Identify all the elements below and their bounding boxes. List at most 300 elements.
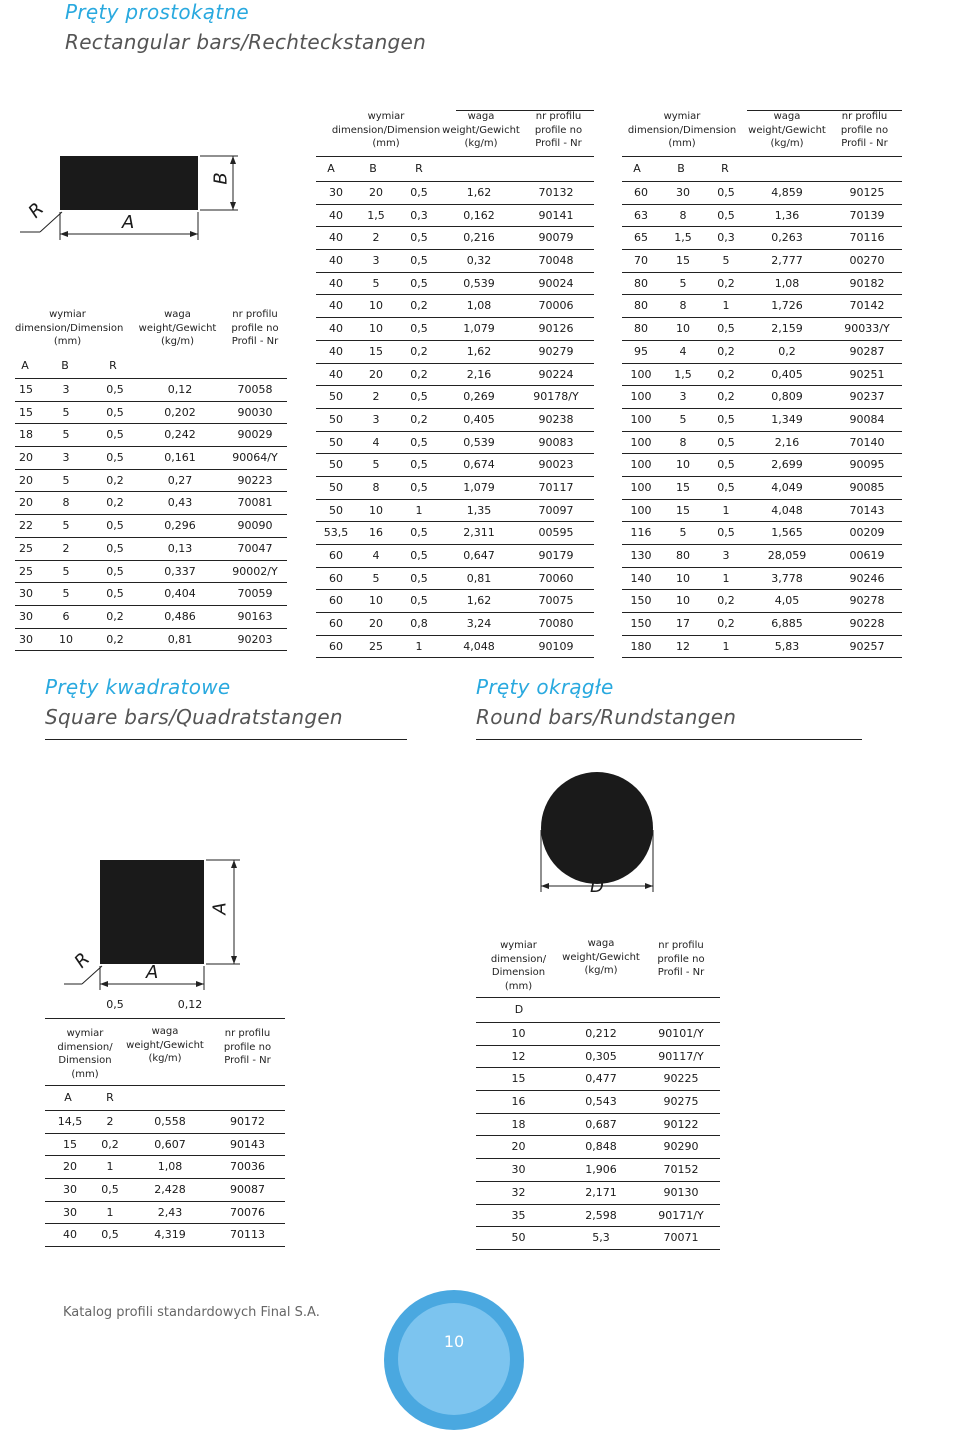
table-row [316,431,594,454]
rect-table-2 [316,110,594,658]
weight-header: waga weight/Gewicht (kg/m) [748,111,826,149]
table-cell: 3,24 [466,617,492,631]
table-cell: 90083 [538,435,574,449]
table-cell: 100 [630,480,652,494]
round-bar-drawing [470,760,690,930]
table-row [316,294,594,317]
table-row [622,499,902,522]
rect-table-1 [15,308,287,651]
table-cell: 60 [329,571,343,585]
table-cell: 90224 [538,367,574,381]
table-cell: 0,539 [463,276,495,290]
rect-table-3 [622,110,902,658]
table-row [316,408,594,431]
table-row [476,1226,720,1249]
catalog-footer: Katalog profili standardowych Final S.A. [63,1305,320,1320]
table-cell: 0,5 [106,564,124,578]
table-cell: 20 [63,1160,77,1174]
table-cell: 0,674 [463,458,495,472]
table-cell: 4,049 [771,480,803,494]
table-cell: 90122 [663,1117,699,1131]
table-cell: 0,2 [410,299,428,313]
table-cell: 30 [19,587,33,601]
table-cell: 0,5 [410,254,428,268]
table-cell: 15 [19,405,33,419]
table-row [15,491,287,514]
table-row [316,204,594,227]
table-cell: 90002/Y [232,564,278,578]
table-cell: 30 [63,1205,77,1219]
table-cell: 0,2 [717,367,735,381]
rect-b-label: B [210,172,232,185]
profile-header: nr profilu profile no Profil - Nr [231,309,279,347]
table-row [316,567,594,590]
table-cell: 0,5 [717,526,735,540]
table-cell: 15 [19,383,33,396]
table-cell: 17 [676,617,690,631]
table-row [622,612,902,635]
table-cell: 1 [106,1205,114,1219]
table-cell: 4,319 [154,1228,186,1242]
table-cell: 25 [369,639,383,653]
col-letter-r: R [109,359,117,372]
table-cell: 63 [634,208,648,222]
table-row [316,317,594,340]
square-title-pl: Pręty kwadratowe [45,675,231,699]
table-cell: 150 [630,594,652,608]
table-cell: 1,5 [674,231,692,245]
table-cell: 70076 [230,1205,265,1219]
col-letter-r: R [106,1091,114,1104]
table-row [622,567,902,590]
table-cell: 8 [679,435,687,449]
table-row [622,476,902,499]
table-cell: 5 [372,571,380,585]
table-cell: 90101/Y [658,1027,704,1040]
table-cell: 2 [62,541,70,555]
table-cell: 00270 [849,254,885,268]
square-pre-weight: 0,12 [177,998,203,1011]
square-table [45,1018,285,1247]
table-row [15,378,287,401]
dimension-header: wymiar dimension/Dimension (mm) [627,111,737,149]
table-cell: 30 [63,1183,77,1197]
table-row [622,272,902,295]
table-cell: 4 [372,435,380,449]
table-row [622,453,902,476]
table-row [622,294,902,317]
table-cell: 0,5 [106,383,124,396]
table-cell: 0,5 [410,458,428,472]
table-cell: 1 [722,503,730,517]
table-cell: 4 [679,344,687,358]
table-cell: 0,8 [410,617,428,631]
table-row [15,628,287,651]
table-cell: 0,3 [410,208,428,222]
table-cell: 0,296 [164,519,196,533]
table-cell: 1,906 [585,1163,617,1177]
table-cell: 0,5 [106,519,124,533]
table-cell: 16 [511,1095,526,1109]
table-cell: 70116 [849,231,885,245]
dimension-header: wymiar dimension/ Dimension (mm) [57,1028,113,1080]
table-cell: 3 [722,549,730,562]
table-cell: 0,5 [410,549,428,562]
table-cell: 80 [634,322,648,336]
table-row [316,226,594,249]
table-cell: 90143 [230,1137,265,1151]
table-cell: 0,2 [778,344,796,358]
table-cell: 53,5 [323,526,349,540]
table-cell: 30 [329,186,343,199]
table-cell: 50 [511,1231,526,1245]
table-row [622,589,902,612]
table-cell: 1 [722,639,730,653]
table-cell: 5 [62,405,70,419]
table-cell: 0,2 [717,594,735,608]
round-title-pl: Pręty okrągłe [476,675,614,699]
table-cell: 0,2 [106,496,124,510]
table-cell: 0,2 [106,632,124,646]
square-title-rule [45,739,407,740]
table-cell: 3 [62,451,70,465]
table-cell: 10 [676,594,690,608]
table-cell: 20 [511,1140,526,1154]
table-cell: 0,337 [164,564,196,578]
rect-title-en: Rectangular bars/Rechteckstangen [65,30,427,54]
table-cell: 5 [679,412,687,426]
table-cell: 1 [722,571,730,585]
table-cell: 50 [329,480,343,494]
table-cell: 0,5 [410,276,428,290]
col-letter-r: R [415,162,423,175]
table-cell: 0,32 [466,254,492,268]
table-cell: 0,2 [410,367,428,381]
table-cell: 40 [329,254,343,268]
table-cell: 90023 [538,458,574,472]
table-cell: 1,565 [771,526,803,540]
table-cell: 90024 [538,276,574,290]
table-cell: 0,405 [463,412,495,426]
table-cell: 3 [372,412,380,426]
table-cell: 0,2 [717,276,735,290]
table-cell: 25 [19,564,33,578]
table-row [45,1110,285,1133]
table-cell: 60 [329,639,343,653]
table-cell: 70143 [849,503,885,517]
col-letter-d: D [514,1003,524,1016]
table-row [45,1223,285,1246]
table-row [316,363,594,386]
table-cell: 0,5 [410,594,428,608]
table-cell: 0,5 [717,480,735,494]
table-cell: 5,3 [592,1231,610,1245]
table-cell: 8 [679,208,687,222]
table-cell: 90178/Y [533,390,579,404]
table-row [622,521,902,544]
table-cell: 140 [630,571,652,585]
table-cell: 0,687 [585,1117,617,1131]
table-cell: 0,161 [164,451,196,465]
table-cell: 50 [329,458,343,472]
profile-header: nr profilu profile no Profil - Nr [657,940,705,978]
table-row [316,612,594,635]
table-cell: 0,5 [410,571,428,585]
table-cell: 0,81 [167,632,193,646]
table-cell: 1,349 [771,412,803,426]
table-cell: 70117 [538,480,574,494]
table-cell: 16 [369,526,383,540]
table-cell: 90163 [237,609,273,623]
table-cell: 90087 [230,1183,265,1197]
table-row [15,537,287,560]
table-cell: 2,311 [463,526,495,540]
table-cell: 20 [369,367,383,381]
table-cell: 0,5 [717,186,735,199]
table-cell: 0,43 [167,496,193,510]
table-cell: 40 [63,1228,77,1242]
table-cell: 40 [329,367,343,381]
table-cell: 5 [722,254,730,268]
table-cell: 0,2 [101,1137,119,1151]
table-cell: 50 [329,390,343,404]
table-cell: 100 [630,367,652,381]
table-cell: 0,305 [585,1049,617,1063]
weight-header: waga weight/Gewicht (kg/m) [442,111,520,149]
table-cell: 90125 [849,186,885,199]
table-cell: 2,428 [154,1183,186,1197]
table-cell: 0,405 [771,367,803,381]
col-letter-b: B [369,162,377,175]
table-cell: 1,08 [774,276,800,290]
table-cell: 14,5 [57,1115,83,1128]
table-cell: 70071 [663,1231,699,1245]
rect-bar-shape [60,156,198,210]
table-cell: 12 [511,1049,526,1063]
table-cell: 100 [630,390,652,404]
table-cell: 90079 [538,231,574,245]
table-cell: 20 [369,617,383,631]
table-cell: 100 [630,458,652,472]
table-cell: 0,809 [771,390,803,404]
table-cell: 1,62 [466,186,492,199]
square-r-label: R [70,948,95,973]
table-cell: 70139 [849,208,885,222]
table-cell: 70097 [538,503,574,517]
table-row [15,605,287,628]
table-cell: 3,778 [771,571,803,585]
profile-header: nr profilu profile no Profil - Nr [840,111,889,149]
table-cell: 90275 [663,1095,699,1109]
square-a-bottom-label: A [146,962,159,983]
table-cell: 40 [329,231,343,245]
table-row [316,476,594,499]
table-cell: 4,05 [774,594,800,608]
table-cell: 0,607 [154,1137,186,1151]
table-cell: 00619 [849,549,885,562]
dimension-header: wymiar dimension/Dimension (mm) [331,111,441,149]
round-table [476,935,720,1250]
table-cell: 10 [369,299,383,313]
table-cell: 90223 [237,473,273,487]
table-cell: 2,43 [157,1205,183,1219]
table-cell: 130 [630,549,652,562]
table-cell: 0,5 [717,322,735,336]
table-cell: 30 [19,632,33,646]
table-cell: 70 [634,254,648,268]
table-row [316,635,594,658]
table-row [476,1204,720,1227]
table-cell: 0,5 [717,435,735,449]
table-cell: 2 [372,231,380,245]
table-cell: 50 [329,412,343,426]
table-cell: 116 [630,526,652,540]
table-cell: 0,81 [466,571,492,585]
table-cell: 20 [19,473,33,487]
table-row [622,363,902,386]
table-cell: 0,242 [164,428,196,442]
table-cell: 8 [372,480,380,494]
table-cell: 18 [511,1117,526,1131]
table-cell: 0,5 [410,526,428,540]
table-cell: 0,5 [410,231,428,245]
table-cell: 40 [329,208,343,222]
table-row [622,385,902,408]
table-cell: 10 [59,632,73,646]
col-letter-b: B [61,359,69,372]
table-row [476,1135,720,1158]
col-letter-a: A [64,1091,72,1104]
table-cell: 70059 [237,587,273,601]
table-cell: 50 [329,503,343,517]
table-cell: 90179 [538,549,574,562]
table-row [622,181,902,204]
table-cell: 90117/Y [658,1049,704,1063]
profile-header: nr profilu profile no Profil - Nr [534,111,583,149]
table-cell: 90171/Y [658,1208,704,1222]
table-row [15,560,287,583]
table-cell: 10 [676,571,690,585]
table-cell: 0,486 [164,609,196,623]
table-cell: 0,12 [167,383,193,396]
table-row [622,635,902,658]
table-cell: 40 [329,299,343,313]
table-cell: 1,079 [463,480,495,494]
rect-bar-drawing [0,140,300,250]
table-cell: 1,079 [463,322,495,336]
table-cell: 4,048 [771,503,803,517]
table-cell: 0,162 [463,208,495,222]
square-pre-r: 0,5 [106,998,124,1011]
table-cell: 1,5 [674,367,692,381]
table-row [45,1201,285,1224]
table-cell: 0,2 [717,617,735,631]
table-cell: 0,5 [410,435,428,449]
table-cell: 1,726 [771,299,803,313]
table-cell: 100 [630,435,652,449]
table-cell: 0,263 [771,231,803,245]
table-cell: 0,647 [463,549,495,562]
round-d-label: D [590,876,604,897]
table-cell: 60 [329,549,343,562]
table-row [45,1155,285,1178]
table-cell: 15 [676,480,690,494]
table-cell: 40 [329,344,343,358]
table-cell: 8 [62,496,70,510]
table-cell: 60 [634,186,648,199]
table-cell: 0,2 [106,473,124,487]
table-cell: 0,5 [106,428,124,442]
table-cell: 0,477 [585,1072,617,1086]
table-cell: 2 [106,1115,114,1128]
table-cell: 5 [372,276,380,290]
table-cell: 6 [62,609,70,623]
table-cell: 0,2 [717,344,735,358]
table-cell: 1,62 [466,594,492,608]
table-cell: 0,5 [717,412,735,426]
table-row [316,589,594,612]
table-cell: 15 [676,503,690,517]
table-cell: 70132 [538,186,574,199]
table-cell: 1,08 [466,299,492,313]
table-cell: 0,5 [410,390,428,404]
table-row [316,340,594,363]
table-cell: 2,159 [771,322,803,336]
table-cell: 35 [511,1208,526,1222]
table-cell: 90109 [538,639,574,653]
table-cell: 70081 [237,496,273,510]
table-cell: 0,216 [463,231,495,245]
table-cell: 10 [511,1027,526,1040]
table-cell: 90095 [849,458,885,472]
table-cell: 70152 [663,1163,699,1177]
table-cell: 1 [415,503,423,517]
table-cell: 0,13 [167,541,193,555]
table-cell: 0,269 [463,390,495,404]
table-row [476,1158,720,1181]
table-cell: 0,5 [410,322,428,336]
table-cell: 15 [369,344,383,358]
square-bar-shape [100,860,204,964]
table-row [15,514,287,537]
table-row [476,1022,720,1045]
table-cell: 5 [62,587,70,601]
weight-header: waga weight/Gewicht (kg/m) [562,938,640,976]
square-bar-drawing [0,830,300,1010]
table-cell: 15 [511,1072,526,1086]
table-cell: 0,539 [463,435,495,449]
table-cell: 90033/Y [844,322,890,336]
table-row [316,499,594,522]
table-cell: 5 [679,276,687,290]
table-row [476,1181,720,1204]
table-cell: 90141 [538,208,574,222]
table-cell: 4,048 [463,639,495,653]
table-cell: 70113 [230,1228,265,1242]
round-title-rule [476,739,862,740]
table-cell: 8 [679,299,687,313]
table-cell: 1,5 [367,208,385,222]
table-cell: 28,059 [767,549,807,562]
table-cell: 18 [19,428,33,442]
table-row [45,1178,285,1201]
table-cell: 0,2 [410,344,428,358]
table-cell: 40 [329,276,343,290]
table-cell: 90172 [230,1115,265,1128]
col-letter-r: R [721,162,729,175]
table-cell: 0,5 [717,458,735,472]
table-cell: 0,5 [106,405,124,419]
